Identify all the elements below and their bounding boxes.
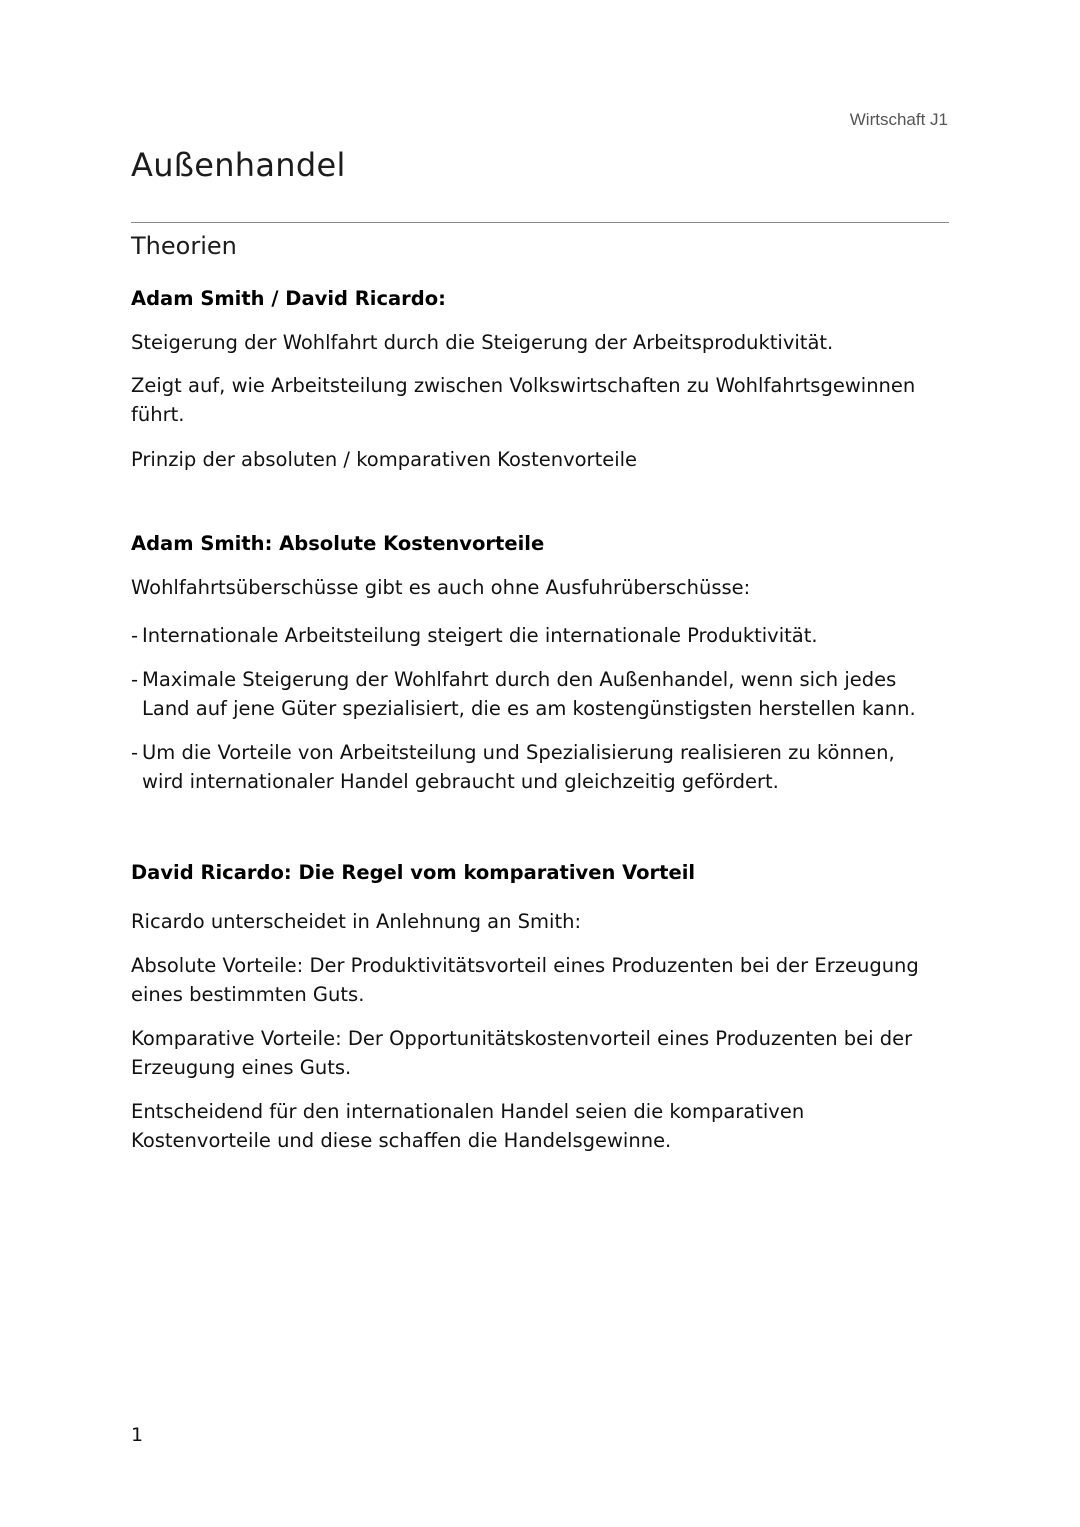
heading-absolute-advantage: Adam Smith: Absolute Kostenvorteile [131,532,545,555]
list-item-text: Maximale Steigerung der Wohlfahrt durch den Außenhandel, wenn sich jedes Land auf jene Güter spezialisiert, die es am kostengünstigsten herstellen kann. [142,668,916,720]
course-label: Wirtschaft J1 [849,110,948,129]
dash-marker: - [131,741,139,764]
paragraph: Absolute Vorteile: Der Produktivitätsvorteil eines Produzenten bei der Erzeugung eines bestimmten Guts. [131,954,919,1006]
paragraph: Komparative Vorteile: Der Opportunitätskostenvorteil eines Produzenten bei der Erzeugung eines Guts. [131,1027,913,1079]
list-item [131,621,951,650]
paragraph: Zeigt auf, wie Arbeitsteilung zwischen Volkswirtschaften zu Wohlfahrtsgewinnen führt. [131,374,916,426]
list-item-text: Internationale Arbeitsteilung steigert die internationale Produktivität. [142,624,818,647]
dash-marker: - [131,668,139,691]
paragraph: Ricardo unterscheidet in Anlehnung an Smith: [131,910,582,933]
list-item [131,665,932,723]
list-item-text: Um die Vorteile von Arbeitsteilung und Spezialisierung realisieren zu können, wird internationaler Handel gebraucht und gleichzeitig gefördert. [142,741,895,793]
heading-smith-ricardo: Adam Smith / David Ricardo: [131,287,446,310]
section-title: Theorien [131,232,237,260]
dash-marker: - [131,624,139,647]
title-divider [131,222,949,223]
main-content [131,230,951,1155]
page-title: Außenhandel [131,146,346,184]
heading-comparative-advantage: David Ricardo: Die Regel vom komparativen Vorteil [131,861,696,884]
paragraph: Wohlfahrtsüberschüsse gibt es auch ohne Ausfuhrüberschüsse: [131,576,751,599]
paragraph: Entscheidend für den internationalen Handel seien die komparativen Kostenvorteile und diese schaffen die Handelsgewinne. [131,1100,805,1152]
list-item [131,738,932,796]
bullet-list [131,621,951,796]
paragraph: Prinzip der absoluten / komparativen Kostenvorteile [131,448,638,471]
paragraph: Steigerung der Wohlfahrt durch die Steigerung der Arbeitsproduktivität. [131,331,834,354]
page-number: 1 [131,1424,144,1446]
